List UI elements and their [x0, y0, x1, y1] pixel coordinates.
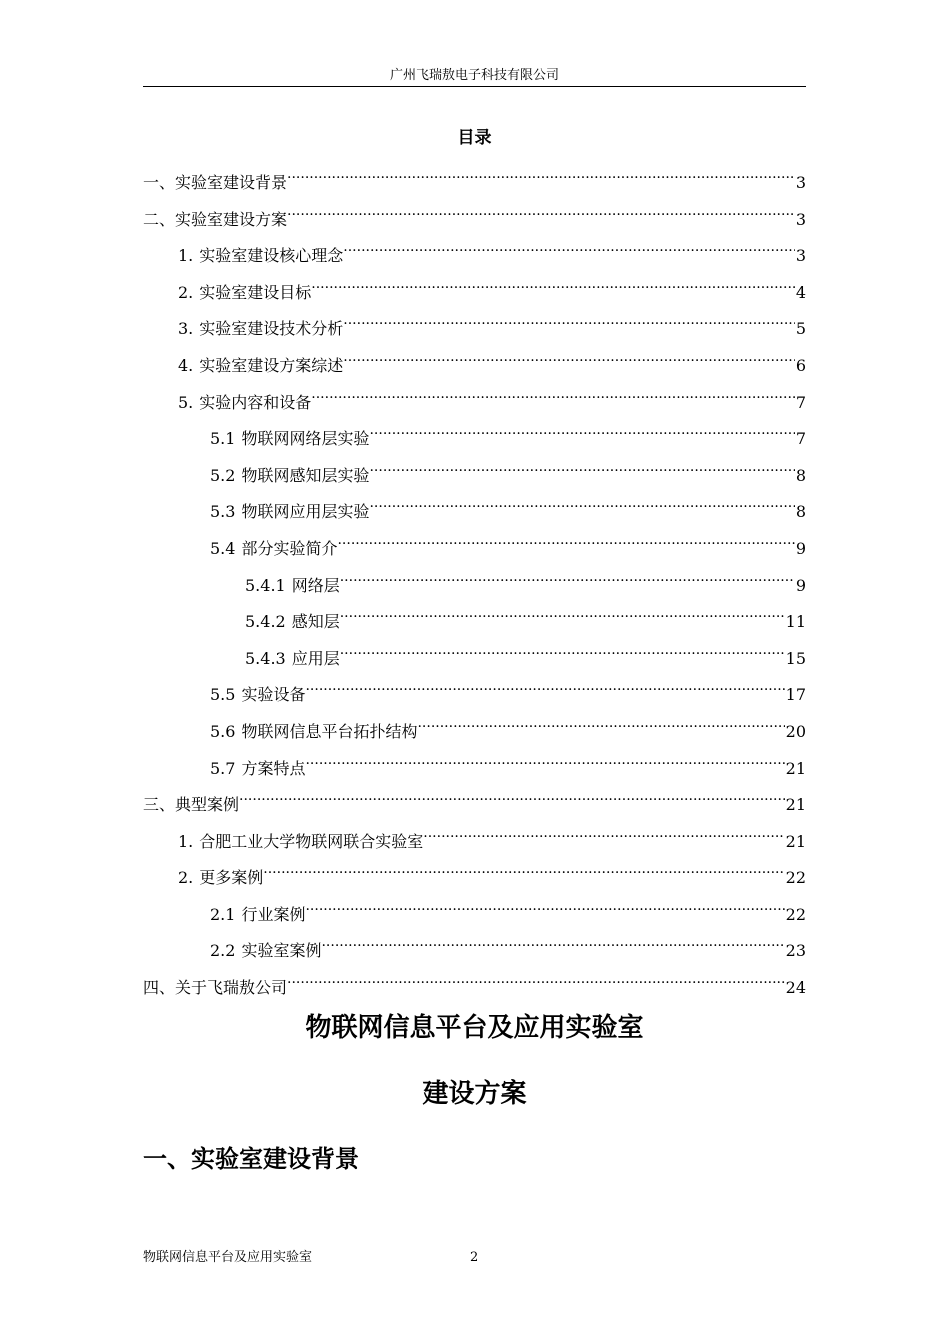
page-header: 广州飞瑞敖电子科技有限公司 — [389, 68, 559, 83]
toc-entry-label: 实验室建设核心理念 — [199, 246, 344, 266]
toc-entry-label: 物联网应用层实验 — [241, 502, 370, 522]
toc-entry[interactable] — [143, 965, 806, 1002]
toc-entry-number: 2.1 — [210, 904, 236, 924]
toc-entry-label: 实验内容和设备 — [199, 392, 312, 412]
toc-entry-page: 3 — [795, 246, 806, 266]
toc-leader-dots — [343, 306, 795, 334]
toc-leader-dots — [340, 599, 785, 627]
toc-leader-dots — [311, 380, 795, 408]
toc-entry-page: 7 — [795, 392, 806, 412]
toc-entry-number: 2.2 — [210, 941, 236, 961]
toc-entry-label: 实验室建设技术分析 — [199, 319, 344, 339]
toc-title: 目录 — [457, 128, 492, 148]
toc-entry-page: 9 — [795, 538, 806, 558]
footer-document-name: 物联网信息平台及应用实验室 — [143, 1250, 313, 1265]
toc-entry-page: 3 — [795, 173, 806, 192]
toc-entry[interactable] — [143, 746, 806, 783]
toc-leader-dots — [369, 453, 794, 481]
toc-entry[interactable] — [143, 855, 806, 892]
toc-entry-number: 一、 — [143, 173, 176, 192]
toc-entry[interactable] — [143, 928, 806, 965]
section-heading: 一、实验室建设背景 — [143, 1144, 359, 1173]
toc-leader-dots — [340, 563, 795, 591]
toc-entry-page: 4 — [795, 282, 806, 302]
toc-entry-number: 3. — [178, 319, 194, 339]
toc-leader-dots — [305, 746, 784, 774]
toc-entry-page: 11 — [785, 612, 806, 632]
toc-leader-dots — [369, 489, 794, 517]
toc-entry-number: 5.3 — [210, 502, 236, 522]
toc-entry-page: 21 — [785, 795, 806, 815]
toc-entry-number: 5.4.2 — [245, 612, 286, 632]
toc-entry-number: 5.7 — [210, 758, 236, 778]
toc-entry-label: 方案特点 — [241, 758, 306, 778]
toc-entry-label: 网络层 — [291, 575, 340, 595]
toc-entry-page: 3 — [795, 209, 806, 229]
toc-leader-dots — [287, 160, 795, 188]
toc-entry-page: 5 — [795, 319, 806, 339]
toc-entry-number: 4. — [178, 355, 194, 375]
toc-entry[interactable] — [143, 453, 806, 490]
footer-page-number: 2 — [470, 1250, 479, 1265]
toc-entry-number: 2. — [178, 282, 194, 302]
toc-leader-dots — [369, 416, 794, 444]
header-rule — [143, 86, 806, 87]
toc-entry[interactable] — [143, 197, 806, 234]
toc-entry-label: 部分实验简介 — [241, 538, 338, 558]
toc-entry[interactable] — [143, 672, 806, 709]
toc-entry-number: 5.4 — [210, 538, 236, 558]
toc-entry[interactable] — [143, 563, 806, 600]
toc-leader-dots — [321, 928, 784, 956]
toc-entry-label: 物联网感知层实验 — [241, 465, 370, 485]
toc-entry[interactable] — [143, 306, 806, 343]
toc-entry-number: 2. — [178, 868, 194, 888]
toc-entry-label: 感知层 — [291, 612, 340, 632]
toc-entry-label: 合肥工业大学物联网联合实验室 — [199, 831, 424, 851]
toc-entry[interactable] — [143, 416, 806, 453]
toc-entry-page: 21 — [785, 831, 806, 851]
toc-entry-page: 24 — [785, 978, 806, 998]
toc-entry-label: 典型案例 — [175, 795, 240, 815]
toc-entry-label: 实验设备 — [241, 685, 306, 705]
toc-entry-label: 实验室建设目标 — [199, 282, 312, 302]
toc-leader-dots — [287, 965, 785, 993]
toc-entry-page: 22 — [785, 904, 806, 924]
toc-entry-number: 5.1 — [210, 429, 236, 449]
toc-leader-dots — [305, 672, 784, 700]
toc-entry-page: 23 — [785, 941, 806, 961]
toc-entry-number: 5.4.1 — [245, 575, 286, 595]
toc-leader-dots — [305, 892, 784, 920]
toc-entry[interactable] — [143, 160, 806, 197]
toc-entry-page: 20 — [785, 721, 806, 741]
toc-entry-number: 5.5 — [210, 685, 236, 705]
toc-entry-number: 三、 — [143, 795, 176, 815]
toc-entry-number: 1. — [178, 831, 194, 851]
toc-entry[interactable] — [143, 709, 806, 746]
toc-entry-page: 9 — [795, 575, 806, 595]
toc-leader-dots — [343, 233, 795, 261]
toc-entry-label: 实验室案例 — [241, 941, 322, 961]
toc-entry-label: 实验室建设方案 — [175, 209, 288, 229]
toc-entry-page: 8 — [795, 465, 806, 485]
toc-entry[interactable] — [143, 233, 806, 270]
toc-entry-page: 15 — [785, 648, 806, 668]
toc-entry-label: 更多案例 — [199, 868, 264, 888]
toc-entry-page: 8 — [795, 502, 806, 522]
toc-entry-label: 物联网网络层实验 — [241, 429, 370, 449]
toc-entry[interactable] — [143, 526, 806, 563]
toc-entry-page: 22 — [785, 868, 806, 888]
toc-entry[interactable] — [143, 489, 806, 526]
toc-entry-label: 实验室建设方案综述 — [199, 355, 344, 375]
toc-entry[interactable] — [143, 892, 806, 929]
toc-leader-dots — [417, 709, 784, 737]
toc-leader-dots — [311, 270, 795, 298]
toc-leader-dots — [239, 782, 785, 810]
toc-entry-number: 5.4.3 — [245, 648, 286, 668]
toc-entry-number: 5.2 — [210, 465, 236, 485]
toc-entry-number: 5. — [178, 392, 194, 412]
toc-entry-number: 5.6 — [210, 721, 236, 741]
toc-entry-number: 1. — [178, 246, 194, 266]
document-title-line-1: 物联网信息平台及应用实验室 — [305, 1013, 644, 1043]
toc-leader-dots — [340, 636, 785, 664]
toc-leader-dots — [263, 855, 784, 883]
toc-entry[interactable] — [143, 270, 806, 307]
toc-entry-label: 关于飞瑞敖公司 — [175, 978, 288, 998]
toc-entry-label: 应用层 — [291, 648, 340, 668]
document-title-line-2: 建设方案 — [422, 1079, 527, 1109]
toc-entry-label: 行业案例 — [241, 904, 306, 924]
toc-leader-dots — [287, 197, 795, 225]
toc-leader-dots — [343, 343, 795, 371]
table-of-contents — [143, 160, 806, 1002]
toc-entry[interactable] — [143, 819, 806, 856]
toc-entry[interactable] — [143, 599, 806, 636]
toc-entry[interactable] — [143, 343, 806, 380]
toc-entry-number: 四、 — [143, 978, 176, 998]
toc-entry[interactable] — [143, 380, 806, 417]
toc-leader-dots — [423, 819, 784, 847]
toc-leader-dots — [337, 526, 794, 554]
toc-entry-label: 实验室建设背景 — [175, 173, 288, 192]
toc-entry-page: 21 — [785, 758, 806, 778]
toc-entry[interactable] — [143, 636, 806, 673]
toc-entry-page: 17 — [785, 685, 806, 705]
toc-entry-label: 物联网信息平台拓扑结构 — [241, 721, 418, 741]
toc-entry-number: 二、 — [143, 209, 176, 229]
toc-entry[interactable] — [143, 782, 806, 819]
toc-entry-page: 6 — [795, 355, 806, 375]
toc-entry-page: 7 — [795, 429, 806, 449]
